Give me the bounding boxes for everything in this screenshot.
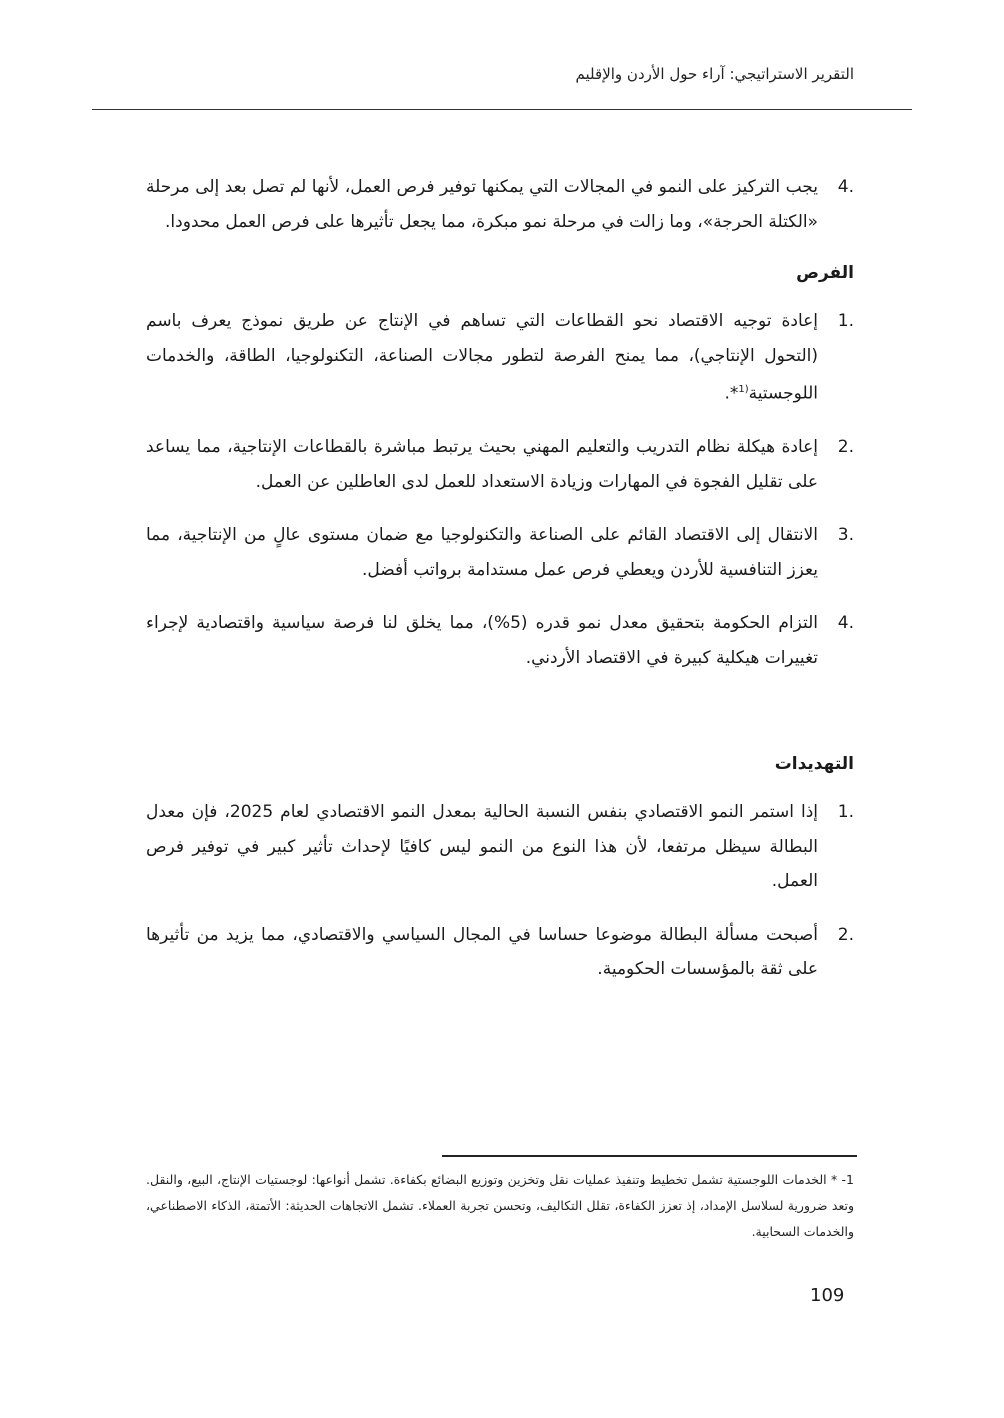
item-number: 2. bbox=[837, 437, 854, 458]
list-item bbox=[146, 518, 854, 587]
item-number: 4. bbox=[837, 177, 854, 197]
item-number: 3. bbox=[837, 525, 854, 546]
footnote-ref: (1 bbox=[738, 384, 749, 395]
item-text: إذا استمر النمو الاقتصادي بنفس النسبة الحالية بمعدل النمو الاقتصادي لعام 2025، فإن معدل البطالة سيظل مرتفعا، لأن هذا النوع من النمو ليس كافيًا لإحداث تأثير كبير في توفير فرص العمل. bbox=[146, 802, 818, 892]
item-text: يجب التركيز على النمو في المجالات التي يمكنها توفير فرص العمل، لأنها لم تصل بعد إلى مرحلة «الكتلة الحرجة»، وما زالت في مرحلة نمو مبكرة، مما يجعل تأثيرها على فرص العمل محدودا. bbox=[146, 177, 818, 232]
list-item bbox=[146, 430, 854, 499]
item-number: 1. bbox=[837, 311, 854, 331]
list-item bbox=[146, 304, 854, 411]
section-heading-opportunities: الفرص bbox=[796, 263, 854, 283]
list-item bbox=[146, 918, 854, 987]
item-text: أصبحت مسألة البطالة موضوعا حساسا في المجال السياسي والاقتصادي، مما يزيد من تأثيرها على ثقة بالمؤسسات الحكومية. bbox=[146, 924, 818, 980]
intro-list bbox=[146, 170, 854, 239]
running-header: التقرير الاستراتيجي: آراء حول الأردن والإقليم bbox=[575, 65, 854, 83]
header-rule bbox=[92, 109, 912, 110]
item-suffix: *. bbox=[724, 383, 739, 404]
page-number: 109 bbox=[810, 1285, 845, 1306]
item-number: 2. bbox=[837, 924, 854, 945]
main-content bbox=[146, 170, 854, 987]
list-item bbox=[146, 795, 854, 899]
item-text: إعادة هيكلة نظام التدريب والتعليم المهني بحيث يرتبط مباشرة بالقطاعات الإنتاجية، مما يساعد على تقليل الفجوة في المهارات وزيادة الاستعداد للعمل لدى العاطلين عن العمل. bbox=[146, 437, 818, 492]
opportunities-list bbox=[146, 304, 854, 675]
item-number: 4. bbox=[837, 613, 854, 634]
list-item bbox=[146, 606, 854, 675]
list-item bbox=[146, 170, 854, 239]
item-text: الانتقال إلى الاقتصاد القائم على الصناعة والتكنولوجيا مع ضمان مستوى عالٍ من الإنتاجية، مما يعزز التنافسية للأردن ويعطي فرص عمل مستدامة برواتب أفضل. bbox=[146, 525, 818, 580]
item-number: 1. bbox=[837, 802, 854, 823]
threats-list bbox=[146, 795, 854, 987]
section-heading-threats: التهديدات bbox=[774, 754, 854, 775]
item-text: التزام الحكومة بتحقيق معدل نمو قدره (5%)، مما يخلق لنا فرصة سياسية واقتصادية لإجراء تغييرات هيكلية كبيرة في الاقتصاد الأردني. bbox=[146, 613, 818, 668]
item-text: إعادة توجيه الاقتصاد نحو القطاعات التي تساهم في الإنتاج عن طريق نموذج يعرف باسم (التحول الإنتاجي)، مما يمنح الفرصة لتطور مجالات الصناعة، التكنولوجيا، الطاقة، والخدمات اللوجستية bbox=[146, 311, 818, 404]
footnote: 1- * الخدمات اللوجستية تشمل تخطيط وتنفيذ عمليات نقل وتخزين وتوزيع البضائع بكفاءة. تشمل أنواعها: لوجستيات الإنتاج، البيع، والنقل. وتعد ضرورية لسلاسل الإمداد، إذ تعزز الكفاءة، تقلل التكاليف، وتحسن تجربة العملاء. تشمل الاتجاهات الحديثة: الأتمتة، الذكاء الاصطناعي، والخدمات السحابية. bbox=[146, 1172, 854, 1239]
footnote-rule bbox=[442, 1155, 857, 1157]
